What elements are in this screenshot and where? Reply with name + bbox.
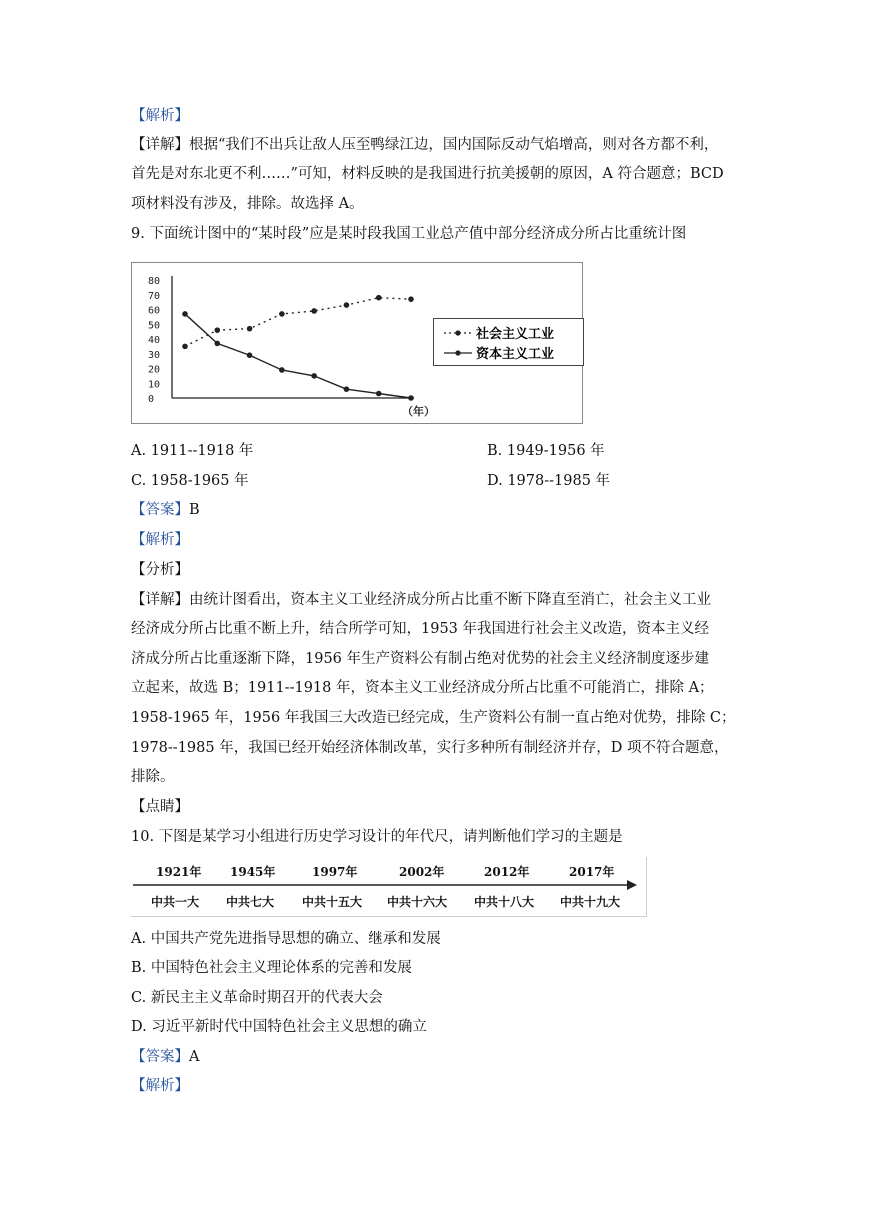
data-point-socialist	[214, 327, 220, 333]
data-point-capitalist	[408, 395, 414, 401]
detail-line: 【详解】根据“我们不出兵让敌人压至鸭绿江边，国内国际反动气焰增高，则对各方都不利，	[131, 137, 719, 153]
timeline-year: 2002年	[399, 865, 445, 879]
data-point-capitalist	[311, 373, 317, 379]
timeline-year: 1997年	[312, 865, 358, 879]
q10-timeline-ruler	[131, 857, 647, 917]
q9-detail-line: 1958-1965 年，1956 年我国三大改造已经完成，生产资料公有制一直占绝对优势，排除 C；	[131, 710, 736, 726]
q10-answer	[131, 1047, 199, 1067]
data-point-socialist	[408, 296, 414, 302]
timeline-congress: 中共一大	[151, 895, 200, 909]
q9-jiexi-tag: 【解析】	[131, 532, 189, 548]
data-point-capitalist	[182, 311, 188, 317]
answer-tag: 【答案】	[131, 502, 189, 518]
y-tick-label: 50	[148, 320, 161, 332]
q9-option-a: A. 1911--1918 年	[131, 443, 254, 459]
q10-option-d: D. 习近平新时代中国特色社会主义思想的确立	[131, 1019, 427, 1035]
jiexi-tag: 【解析】	[131, 108, 189, 124]
data-point-socialist	[376, 295, 382, 301]
timeline-congress: 中共十五大	[302, 895, 363, 909]
q9-detail-line: 济成分所占比重逐渐下降，1956 年生产资料公有制占绝对优势的社会主义经济制度逐步建	[131, 651, 710, 667]
q9-option-b: B. 1949-1956 年	[487, 443, 605, 459]
data-point-capitalist	[376, 391, 382, 397]
detail-line: 项材料没有涉及，排除。故选择 A。	[131, 196, 364, 212]
answer-tag: 【答案】	[131, 1049, 189, 1065]
timeline-congress: 中共十八大	[474, 895, 535, 909]
timeline-year: 1921年	[156, 865, 202, 879]
y-tick-label: 30	[148, 349, 161, 361]
data-point-socialist	[311, 308, 317, 314]
q9-dianjing-tag: 【点睛】	[131, 799, 189, 815]
timeline-congress: 中共七大	[226, 895, 275, 909]
data-point-capitalist	[214, 341, 220, 347]
timeline-arrowhead	[627, 880, 637, 890]
x-axis-label: （年）	[402, 405, 435, 418]
legend-label-socialist: 社会主义工业	[476, 327, 555, 342]
q9-answer	[131, 500, 200, 520]
q9-detail-line: 排除。	[131, 769, 175, 785]
q9-stem: 9. 下面统计图中的“某时段”应是某时段我国工业总产值中部分经济成分所占比重统计图	[131, 226, 687, 242]
y-tick-label: 20	[148, 364, 161, 376]
legend-marker-capitalist	[455, 350, 460, 355]
detail-line: 首先是对东北更不利……”可知，材料反映的是我国进行抗美援朝的原因，A 符合题意；BCD	[131, 166, 724, 182]
data-point-socialist	[279, 311, 285, 317]
timeline-congress: 中共十九大	[560, 895, 621, 909]
q10-stem: 10. 下图是某学习小组进行历史学习设计的年代尺，请判断他们学习的主题是	[131, 829, 623, 845]
q10-option-b: B. 中国特色社会主义理论体系的完善和发展	[131, 960, 412, 976]
y-tick-label: 40	[148, 335, 161, 346]
series-line-socialist	[185, 298, 411, 347]
series-line-capitalist	[185, 314, 411, 398]
q9-detail-line: 1978--1985 年，我国已经开始经济体制改革，实行多种所有制经济并存，D 项不符合题意，	[131, 740, 729, 756]
data-point-capitalist	[247, 352, 253, 358]
legend-marker-socialist	[455, 330, 460, 335]
q10-option-a: A. 中国共产党先进指导思想的确立、继承和发展	[131, 931, 441, 947]
q10-option-c: C. 新民主主义革命时期召开的代表大会	[131, 990, 383, 1006]
data-point-socialist	[247, 326, 253, 332]
q9-detail-line: 立起来，故选 B；1911--1918 年，资本主义工业经济成分所占比重不可能消亡，排除 A；	[131, 680, 714, 696]
y-tick-label: 10	[148, 379, 161, 391]
y-tick-label: 80	[148, 276, 161, 287]
answer-value: A	[189, 1049, 200, 1065]
y-tick-label: 70	[148, 290, 161, 302]
data-point-socialist	[182, 344, 188, 350]
legend-label-capitalist: 资本主义工业	[476, 347, 555, 362]
y-tick-label: 0	[148, 394, 155, 405]
chart-legend	[433, 318, 584, 366]
q9-detail-line: 经济成分所占比重不断上升，结合所学可知，1953 年我国进行社会主义改造，资本主义经	[131, 621, 710, 637]
timeline-congress: 中共十六大	[387, 895, 448, 909]
timeline-year: 2017年	[569, 865, 615, 879]
q9-fenxi-tag: 【分析】	[131, 562, 189, 578]
timeline-year: 2012年	[484, 865, 530, 879]
data-point-capitalist	[279, 367, 285, 373]
data-point-socialist	[344, 302, 350, 308]
q9-option-d: D. 1978--1985 年	[487, 473, 611, 489]
timeline-year: 1945年	[230, 865, 276, 879]
y-tick-label: 60	[148, 305, 161, 317]
q10-jiexi-tag: 【解析】	[131, 1078, 189, 1094]
q9-option-c: C. 1958-1965 年	[131, 473, 249, 489]
q9-detail-line: 【详解】由统计图看出，资本主义工业经济成分所占比重不断下降直至消亡，社会主义工业	[131, 592, 711, 608]
answer-value: B	[189, 502, 200, 518]
data-point-capitalist	[344, 386, 350, 392]
